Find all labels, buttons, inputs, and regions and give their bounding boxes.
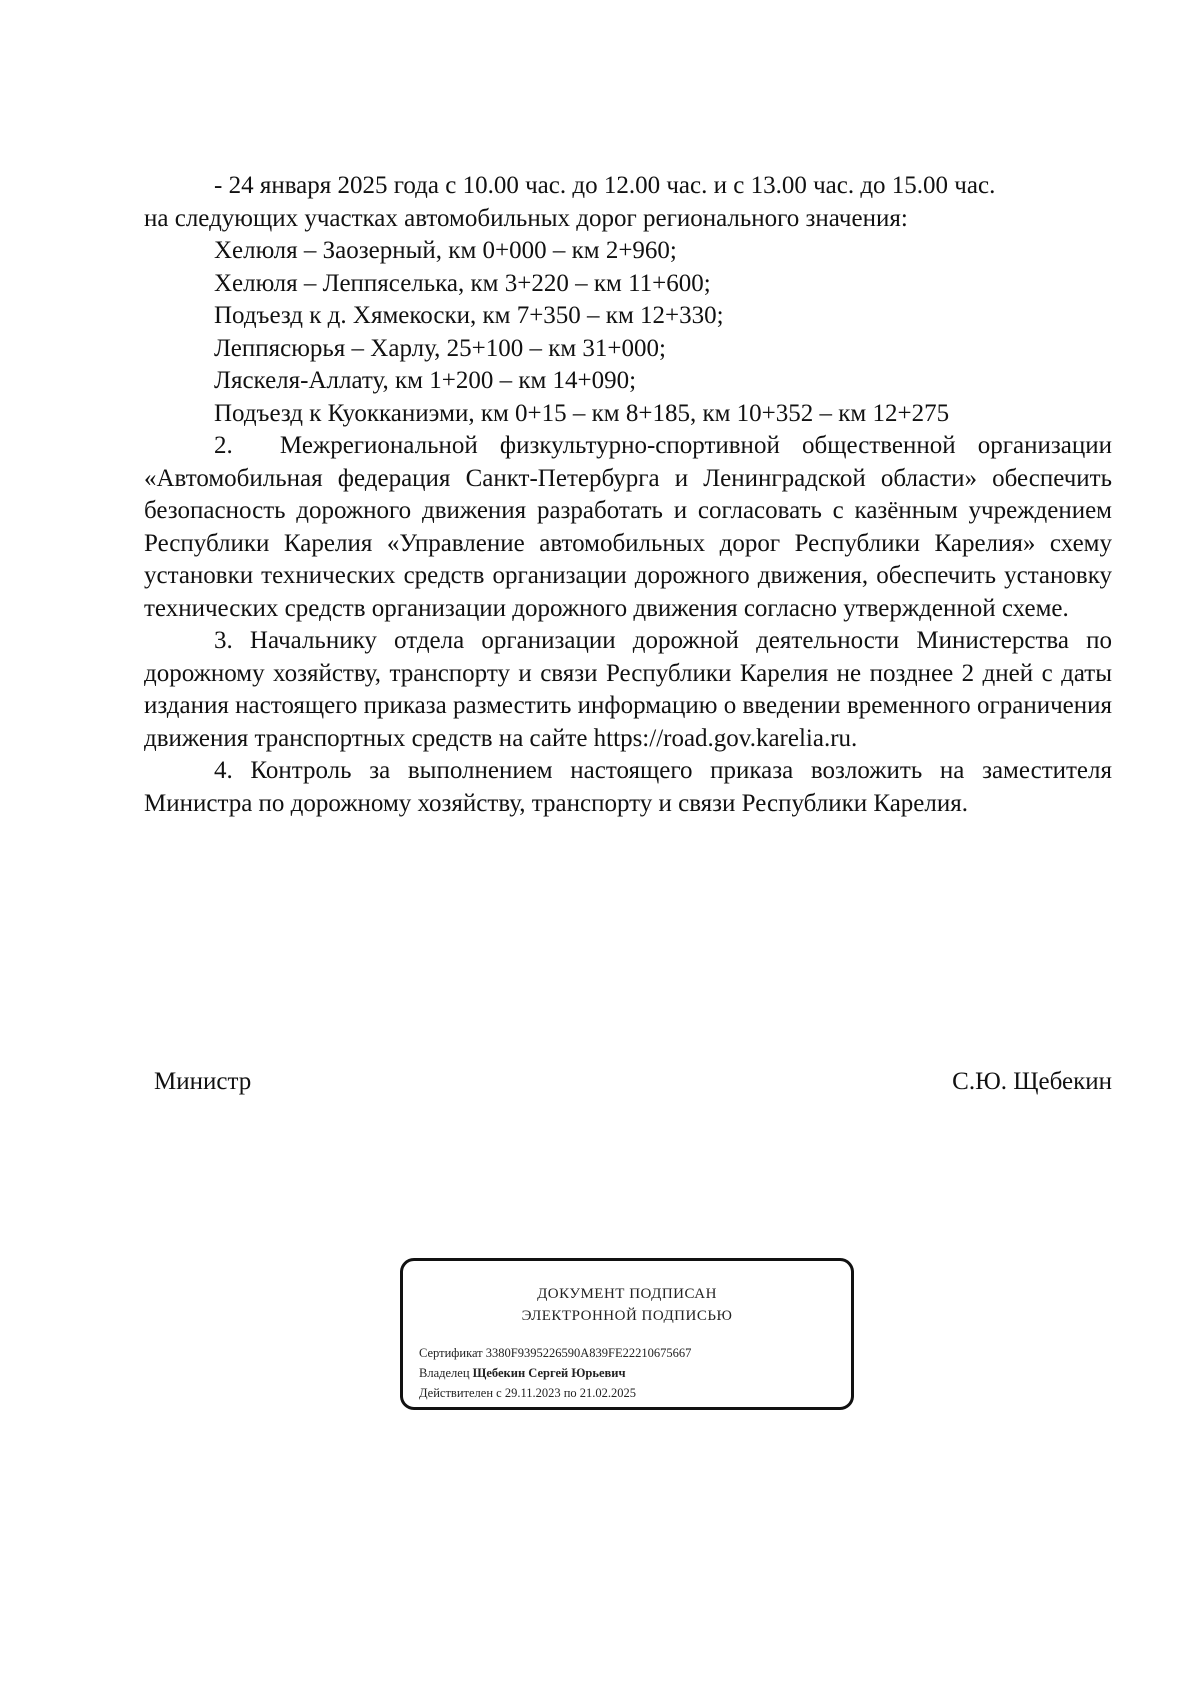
date-line-2: на следующих участках автомобильных дорог регионального значения: [144, 204, 908, 232]
paragraph-item-3: 3. Начальнику отдела организации дорожной деятельности Министерства по дорожному хозяйству, транспорту и связи Республики Карелия не позднее 2 дней с даты издания настоящего приказа разместить информацию о введении временного ограничения движения транспортных средств на сайте https://road.gov.karelia.ru. [144, 627, 1112, 752]
stamp-certificate [419, 1343, 691, 1363]
date-line-1: - 24 января 2025 года с 10.00 час. до 12.00 час. и с 13.00 час. до 15.00 час. [214, 172, 996, 199]
road-item: Подъезд к д. Хямекоски, км 7+350 – км 12+330; [214, 302, 724, 329]
stamp-validity [419, 1383, 691, 1403]
signer-name: С.Ю. Щебекин [952, 1068, 1112, 1095]
validity-label: Действителен [419, 1386, 494, 1400]
signer-title: Министр [154, 1068, 252, 1095]
stamp-owner [419, 1363, 691, 1383]
stamp-details [419, 1343, 691, 1403]
paragraph-item-2: 2. Межрегиональной физкультурно-спортивной общественной организации «Автомобильная федерация Санкт-Петербурга и Ленинградской области» обеспечить безопасность дорожного движения разработать и согласовать с казённым учреждением Республики Карелия «Управление автомобильных дорог Республики Карелия» схему установки технических средств организации дорожного движения, обеспечить установку технических средств организации дорожного движения согласно утвержденной схеме. [144, 432, 1112, 622]
paragraph-item-4: 4. Контроль за выполнением настоящего приказа возложить на заместителя Министра по дорожному хозяйству, транспорту и связи Республики Карелия. [144, 757, 1112, 817]
owner-label: Владелец [419, 1366, 470, 1380]
road-item: Ляскеля-Аллату, км 1+200 – км 14+090; [214, 367, 637, 394]
stamp-heading-line-1: ДОКУМЕНТ ПОДПИСАН [537, 1286, 717, 1302]
document-body [144, 170, 1112, 820]
road-item: Подъезд к Куокканиэми, км 0+15 – км 8+185, км 10+352 – км 12+275 [214, 399, 950, 427]
stamp-heading-line-2: ЭЛЕКТРОННОЙ ПОДПИСЬЮ [521, 1308, 733, 1324]
certificate-label: Сертификат [419, 1346, 483, 1360]
owner-value: Щебекин Сергей Юрьевич [472, 1366, 626, 1380]
stamp-heading [403, 1283, 851, 1327]
road-item: Леппясюрья – Харлу, 25+100 – км 31+000; [214, 334, 666, 362]
road-item: Хелюля – Леппяселька, км 3+220 – км 11+600; [214, 269, 711, 297]
road-item: Хелюля – Заозерный, км 0+000 – км 2+960; [214, 237, 677, 264]
validity-value: с 29.11.2023 по 21.02.2025 [496, 1386, 637, 1400]
electronic-signature-stamp [400, 1258, 854, 1410]
certificate-value: 3380F9395226590A839FE22210675667 [485, 1346, 692, 1360]
